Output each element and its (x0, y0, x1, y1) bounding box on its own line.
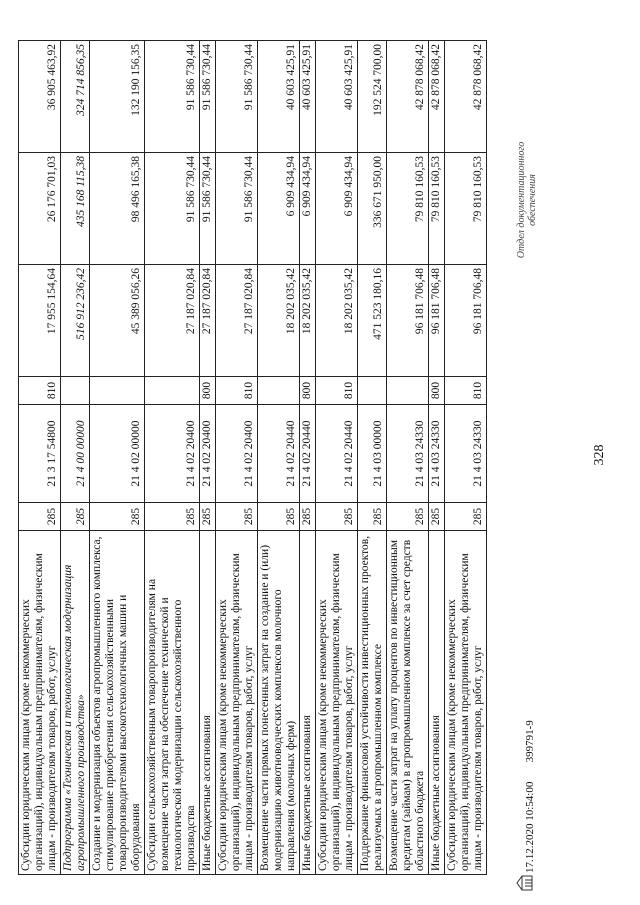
table-row (258, 41, 300, 875)
row-amount-1: 516 912 236,42 (61, 265, 90, 377)
row-amount-3: 40 603 425,91 (316, 41, 358, 153)
row-amount-2: 26 176 701,03 (19, 153, 61, 265)
table-row (90, 41, 145, 875)
row-classifier: 21 3 17 54800 (19, 405, 61, 503)
row-expense-type: 800 (429, 377, 445, 405)
row-amount-2: 79 810 160,53 (387, 153, 429, 265)
row-amount-2: 336 671 950,00 (358, 153, 387, 265)
table-row (429, 41, 445, 875)
budget-table (18, 40, 487, 875)
logo-icon (516, 875, 534, 891)
row-classifier: 21 4 02 20440 (300, 405, 316, 503)
row-name: Субсидии юридическим лицам (кроме некоммерческих организаций), индивидуальным предпринимателям, физическим лицам - производителям товаров, работ, услуг (19, 531, 61, 875)
row-expense-type (90, 377, 145, 405)
row-amount-3: 36 905 463,92 (19, 41, 61, 153)
row-code: 285 (90, 503, 145, 531)
row-code: 285 (429, 503, 445, 531)
row-expense-type (387, 377, 429, 405)
row-amount-1: 18 202 035,42 (316, 265, 358, 377)
row-code: 285 (200, 503, 216, 531)
row-name: Поддержание финансовой устойчивости инвестиционных проектов, реализуемых в агропромышленном комплексе (358, 531, 387, 875)
row-amount-3: 42 878 068,42 (429, 41, 445, 153)
row-amount-3: 91 586 730,44 (200, 41, 216, 153)
row-classifier: 21 4 03 24330 (445, 405, 487, 503)
table-row (200, 41, 216, 875)
row-amount-3: 42 878 068,42 (445, 41, 487, 153)
row-classifier: 21 4 02 20400 (216, 405, 258, 503)
table-row (358, 41, 387, 875)
table-row (145, 41, 200, 875)
row-amount-2: 6 909 434,94 (316, 153, 358, 265)
row-amount-2: 435 168 115,38 (61, 153, 90, 265)
department-stamp (516, 105, 538, 295)
table-row (300, 41, 316, 875)
row-amount-2: 6 909 434,94 (258, 153, 300, 265)
row-classifier: 21 4 00 00000 (61, 405, 90, 503)
row-code: 285 (145, 503, 200, 531)
table-row (316, 41, 358, 875)
row-expense-type: 800 (200, 377, 216, 405)
row-expense-type: 810 (316, 377, 358, 405)
rotated-page-content (8, 8, 548, 895)
row-classifier: 21 4 02 20440 (316, 405, 358, 503)
budget-table-body (19, 41, 487, 875)
row-expense-type: 810 (19, 377, 61, 405)
row-amount-1: 471 523 180,16 (358, 265, 387, 377)
row-amount-1: 27 187 020,84 (216, 265, 258, 377)
row-amount-2: 79 810 160,53 (445, 153, 487, 265)
row-name: Субсидии юридическим лицам (кроме некоммерческих организаций), индивидуальным предпринимателям, физическим лицам - производителям товаров, работ, услуг (445, 531, 487, 875)
row-amount-1: 27 187 020,84 (145, 265, 200, 377)
row-name: Возмещение части прямых понесенных затрат на создание и (или) модернизацию животноводческих комплексов молочного направления (молочных ферм) (258, 531, 300, 875)
row-code: 285 (61, 503, 90, 531)
row-amount-2: 91 586 730,44 (216, 153, 258, 265)
row-amount-3: 91 586 730,44 (216, 41, 258, 153)
table-row (445, 41, 487, 875)
row-amount-2: 91 586 730,44 (200, 153, 216, 265)
row-amount-1: 27 187 020,84 (200, 265, 216, 377)
row-expense-type: 810 (445, 377, 487, 405)
row-amount-3: 324 714 856,35 (61, 41, 90, 153)
row-name: Субсидии сельскохозяйственным товаропроизводителям на возмещение части затрат на обеспечение технической и технологической модернизации сельскохозяйственного производства (145, 531, 200, 875)
row-classifier: 21 4 02 20400 (200, 405, 216, 503)
row-amount-3: 40 603 425,91 (258, 41, 300, 153)
row-name: Субсидии юридическим лицам (кроме некоммерческих организаций), индивидуальным предпринимателям, физическим лицам - производителям товаров, работ, услуг (216, 531, 258, 875)
row-code: 285 (216, 503, 258, 531)
row-classifier: 21 4 02 20400 (145, 405, 200, 503)
row-code: 285 (300, 503, 316, 531)
row-amount-1: 18 202 035,42 (258, 265, 300, 377)
row-amount-1: 96 181 706,48 (429, 265, 445, 377)
row-amount-2: 6 909 434,94 (300, 153, 316, 265)
row-code: 285 (258, 503, 300, 531)
row-expense-type (61, 377, 90, 405)
stamp-line-1: Отдел документационного (516, 141, 527, 259)
row-classifier: 21 4 02 20440 (258, 405, 300, 503)
row-name: Подпрограмма «Техническая и технологическая модернизация агропромышленного производства» (61, 531, 90, 875)
footer-meta (524, 720, 536, 873)
row-name: Иные бюджетные ассигнования (200, 531, 216, 875)
row-code: 285 (19, 503, 61, 531)
row-code: 285 (445, 503, 487, 531)
row-classifier: 21 4 02 00000 (90, 405, 145, 503)
row-expense-type: 810 (216, 377, 258, 405)
row-expense-type (145, 377, 200, 405)
row-amount-3: 132 190 156,35 (90, 41, 145, 153)
row-expense-type (258, 377, 300, 405)
table-row (216, 41, 258, 875)
row-name: Субсидии юридическим лицам (кроме некоммерческих организаций), индивидуальным предпринимателям, физическим лицам - производителям товаров, работ, услуг (316, 531, 358, 875)
row-amount-3: 40 603 425,91 (300, 41, 316, 153)
stamp-line-2: обеспечения (527, 174, 538, 226)
row-amount-3: 192 524 700,00 (358, 41, 387, 153)
row-classifier: 21 4 03 24330 (387, 405, 429, 503)
row-amount-3: 42 878 068,42 (387, 41, 429, 153)
row-code: 285 (316, 503, 358, 531)
row-amount-1: 96 181 706,48 (445, 265, 487, 377)
row-amount-1: 17 955 154,64 (19, 265, 61, 377)
footer-datetime: 17.12.2020 10:54:00 (524, 781, 536, 873)
row-code: 285 (358, 503, 387, 531)
row-expense-type (358, 377, 387, 405)
table-row (19, 41, 61, 875)
row-amount-2: 98 496 165,38 (90, 153, 145, 265)
row-amount-1: 18 202 035,42 (300, 265, 316, 377)
table-row (387, 41, 429, 875)
row-amount-1: 96 181 706,48 (387, 265, 429, 377)
row-name: Возмещение части затрат на уплату процентов по инвестиционным кредитам (займам) в агропромышленном комплексе за счет средств областного бюджета (387, 531, 429, 875)
row-name: Иные бюджетные ассигнования (300, 531, 316, 875)
row-code: 285 (387, 503, 429, 531)
row-amount-1: 45 389 056,26 (90, 265, 145, 377)
table-row (61, 41, 90, 875)
row-amount-2: 79 810 160,53 (429, 153, 445, 265)
row-classifier: 21 4 03 00000 (358, 405, 387, 503)
row-classifier: 21 4 03 24330 (429, 405, 445, 503)
footer-doc-id: 399791-9 (524, 720, 536, 763)
row-expense-type: 800 (300, 377, 316, 405)
row-amount-2: 91 586 730,44 (145, 153, 200, 265)
row-amount-3: 91 586 730,44 (145, 41, 200, 153)
row-name: Иные бюджетные ассигнования (429, 531, 445, 875)
row-name: Создание и модернизация объектов агропромышленного комплекса, стимулирование приобретения сельскохозяйственными товаропроизводителями высокотехнологичных машин и оборудования (90, 531, 145, 875)
page-number: 328 (592, 444, 607, 466)
